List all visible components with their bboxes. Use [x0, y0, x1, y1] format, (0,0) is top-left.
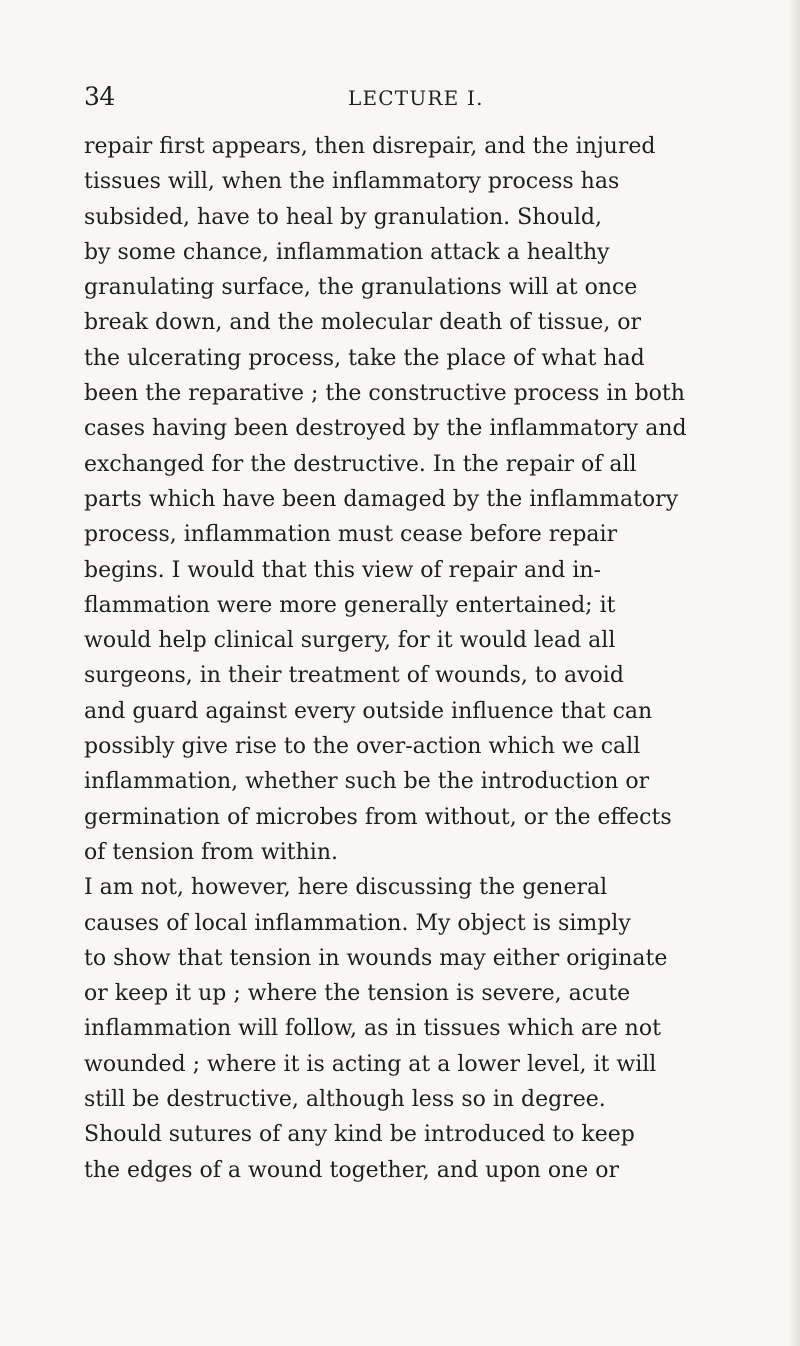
text-line: of tension from within.	[84, 839, 338, 865]
text-line: to show that tension in wounds may either originate	[84, 945, 668, 971]
text-line: by some chance, inflammation attack a healthy	[84, 239, 610, 265]
running-title: LECTURE I.	[348, 86, 484, 110]
text-line: Should sutures of any kind be introduced to keep	[84, 1122, 635, 1148]
text-line: the ulcerating process, take the place of what had	[84, 345, 645, 371]
text-line: flammation were more generally entertained; it	[84, 592, 616, 618]
text-line: begins. I would that this view of repair and in-	[84, 557, 601, 583]
text-line: still be destructive, although less so in degree.	[84, 1087, 606, 1113]
text-line: granulating surface, the granulations will at once	[84, 275, 638, 301]
text-line: subsided, have to heal by granulation. Should,	[84, 204, 602, 230]
page-number: 34	[84, 82, 115, 111]
text-line: been the reparative ; the constructive process in both	[84, 381, 685, 407]
text-line: and guard against every outside influence that can	[84, 698, 653, 724]
body-text	[84, 129, 794, 1188]
text-line: inflammation will follow, as in tissues which are not	[84, 1016, 661, 1042]
text-line: inflammation, whether such be the introduction or	[84, 769, 650, 795]
text-line: repair first appears, then disrepair, and the injured	[84, 134, 656, 159]
text-line: or keep it up ; where the tension is severe, acute	[84, 981, 631, 1007]
text-line: exchanged for the destructive. In the repair of all	[84, 451, 637, 477]
page-header	[0, 82, 800, 112]
text-line: cases having been destroyed by the inflammatory and	[84, 416, 687, 442]
text-line: tissues will, when the inflammatory process has	[84, 169, 620, 195]
text-line: wounded ; where it is acting at a lower level, it will	[84, 1051, 657, 1077]
text-line: would help clinical surgery, for it would lead all	[84, 628, 616, 654]
text-line: parts which have been damaged by the inflammatory	[84, 486, 679, 512]
text-line: causes of local inflammation. My object is simply	[84, 910, 631, 936]
text-line: surgeons, in their treatment of wounds, to avoid	[84, 663, 624, 689]
text-line: germination of microbes from without, or the effects	[84, 804, 672, 830]
text-line: I am not, however, here discussing the general	[84, 875, 608, 901]
text-line: the edges of a wound together, and upon one or	[84, 1157, 620, 1183]
text-line: process, inflammation must cease before repair	[84, 522, 618, 548]
text-line: break down, and the molecular death of tissue, or	[84, 310, 642, 336]
text-line: possibly give rise to the over-action which we call	[84, 734, 641, 760]
